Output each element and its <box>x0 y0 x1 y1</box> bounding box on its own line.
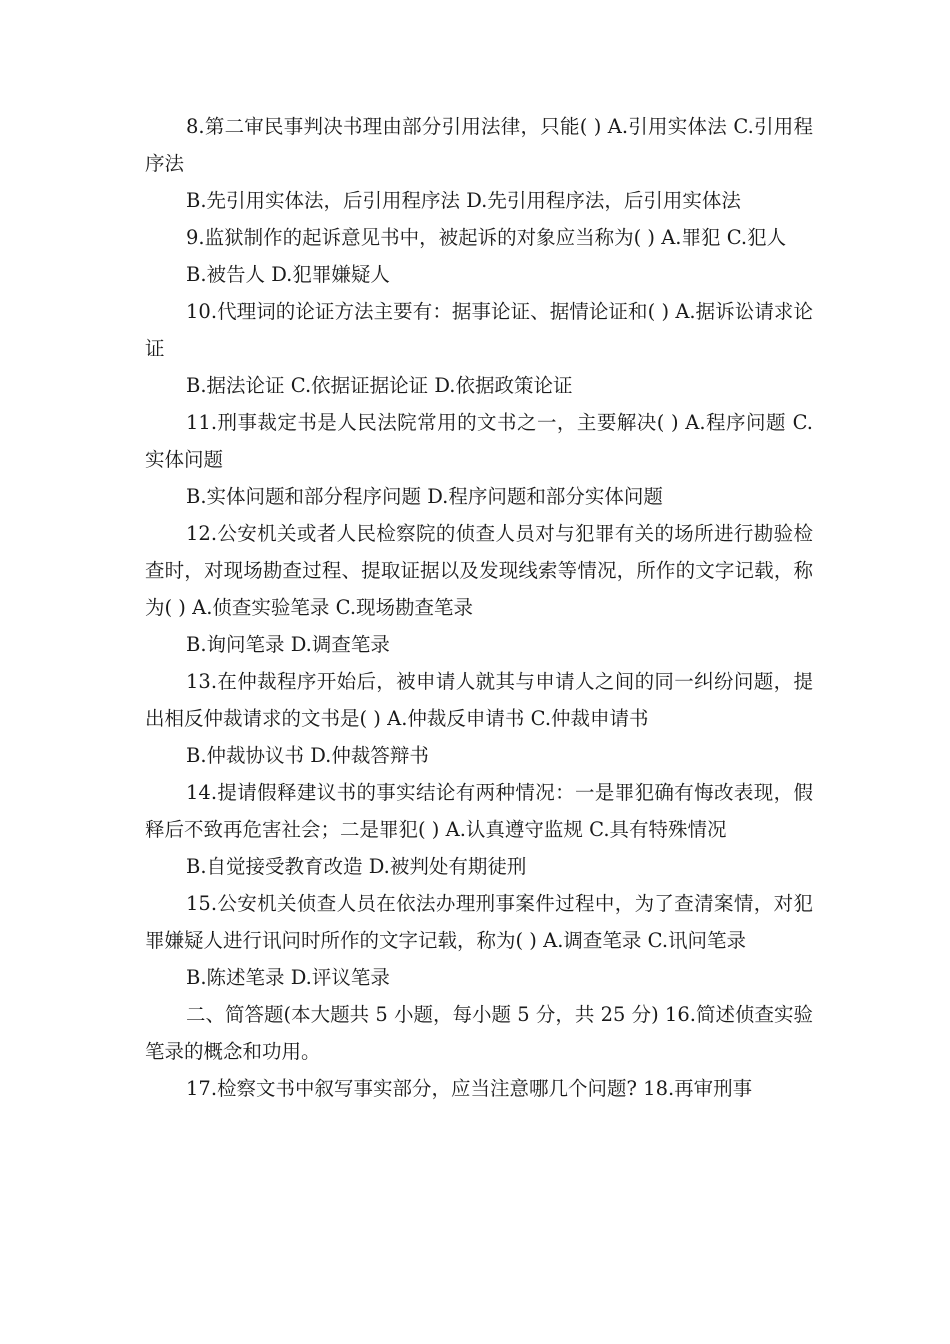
document-body <box>145 108 813 1107</box>
question-12-stem: 12.公安机关或者人民检察院的侦查人员对与犯罪有关的场所进行勘验检查时，对现场勘查过程、提取证据以及发现线索等情况，所作的文字记载，称为( ) A.侦查实验笔录 C.现场勘查笔录 <box>145 522 813 619</box>
question-10-stem: 10.代理词的论证方法主要有：据事论证、据情论证和( ) A.据诉讼请求论证 <box>145 300 813 360</box>
question-15-options: B.陈述笔录 D.评议笔录 <box>186 966 390 989</box>
question-10-options: B.据法论证 C.依据证据论证 D.依据政策论证 <box>186 374 573 397</box>
question-14-stem: 14.提请假释建议书的事实结论有两种情况：一是罪犯确有悔改表现，假释后不致再危害社会；二是罪犯( ) A.认真遵守监规 C.具有特殊情况 <box>145 781 813 841</box>
question-17-stem: 17.检察文书中叙写事实部分，应当注意哪几个问题? 18.再审刑事 <box>186 1077 753 1100</box>
question-8-options: B.先引用实体法，后引用程序法 D.先引用程序法，后引用实体法 <box>186 189 741 212</box>
question-13-stem: 13.在仲裁程序开始后，被申请人就其与申请人之间的同一纠纷问题，提出相反仲裁请求的文书是( ) A.仲裁反申请书 C.仲裁申请书 <box>145 670 813 730</box>
question-14-options: B.自觉接受教育改造 D.被判处有期徒刑 <box>186 855 527 878</box>
question-15-stem: 15.公安机关侦查人员在依法办理刑事案件过程中，为了查清案情，对犯罪嫌疑人进行讯问时所作的文字记载，称为( ) A.调查笔录 C.讯问笔录 <box>145 892 813 952</box>
question-9-options: B.被告人 D.犯罪嫌疑人 <box>186 263 390 286</box>
question-11-stem: 11.刑事裁定书是人民法院常用的文书之一，主要解决( ) A.程序问题 C.实体问题 <box>145 411 813 471</box>
question-11-options: B.实体问题和部分程序问题 D.程序问题和部分实体问题 <box>186 485 663 508</box>
question-9-stem: 9.监狱制作的起诉意见书中，被起诉的对象应当称为( ) A.罪犯 C.犯人 <box>186 226 787 249</box>
question-12-options: B.询问笔录 D.调查笔录 <box>186 633 390 656</box>
question-13-options: B.仲裁协议书 D.仲裁答辩书 <box>186 744 429 767</box>
section-2-heading: 二、简答题(本大题共 5 小题，每小题 5 分，共 25 分) 16.简述侦查实验笔录的概念和功用。 <box>145 1003 813 1063</box>
question-8-stem: 8.第二审民事判决书理由部分引用法律，只能( ) A.引用实体法 C.引用程序法 <box>145 115 813 175</box>
